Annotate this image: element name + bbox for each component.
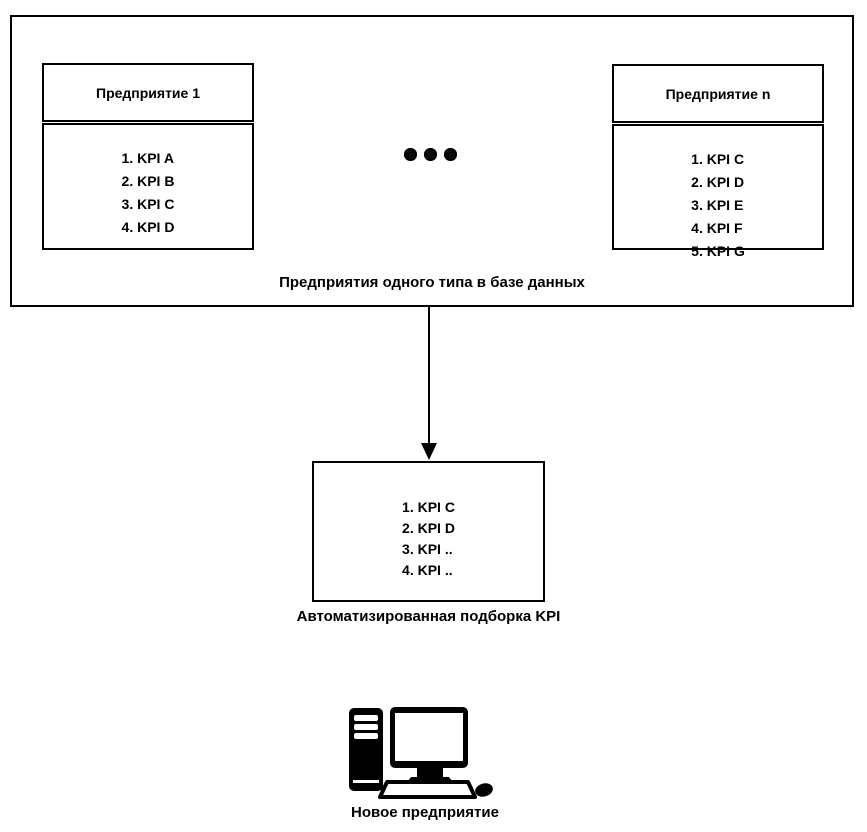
kpi-list-item: 2. KPI B — [121, 173, 175, 189]
kpi-list-item: 1. KPI C — [691, 151, 745, 167]
kpi-list-item: 4. KPI D — [121, 219, 175, 235]
computer-icon — [342, 700, 497, 805]
kpi-list-item: 4. KPI F — [691, 220, 743, 236]
kpi-list-item: 3. KPI C — [121, 196, 175, 212]
kpi-list-item: 1. KPI C — [402, 499, 455, 515]
selection-caption: Автоматизированная подборка KPI — [296, 608, 561, 625]
enterprise-1-kpi-list — [42, 123, 254, 250]
dot-icon — [424, 148, 437, 161]
enterprise-n-box — [612, 64, 824, 259]
ellipsis-icon — [404, 148, 457, 161]
flow-arrow-head — [421, 443, 437, 460]
enterprise-n-kpi-list — [612, 124, 824, 259]
dot-icon — [404, 148, 417, 161]
kpi-list-item: 2. KPI D — [691, 174, 745, 190]
flow-arrow-line — [428, 307, 430, 444]
dot-icon — [444, 148, 457, 161]
kpi-list-item: 3. KPI .. — [402, 541, 453, 557]
kpi-list-item: 2. KPI D — [402, 520, 455, 536]
enterprise-group-box — [10, 15, 854, 307]
kpi-list-item: 4. KPI .. — [402, 562, 453, 578]
kpi-list-item: 1. KPI A — [121, 150, 174, 166]
kpi-list-item: 3. KPI E — [691, 197, 744, 213]
kpi-list-item: 5. KPI G — [691, 243, 745, 259]
enterprise-1-title: Предприятие 1 — [42, 63, 254, 122]
new-enterprise-caption: Новое предприятие — [351, 804, 499, 821]
enterprise-1-box — [42, 63, 254, 250]
enterprise-n-title: Предприятие n — [612, 64, 824, 123]
group-caption: Предприятия одного типа в базе данных — [279, 274, 585, 291]
kpi-selection-box — [312, 461, 545, 602]
